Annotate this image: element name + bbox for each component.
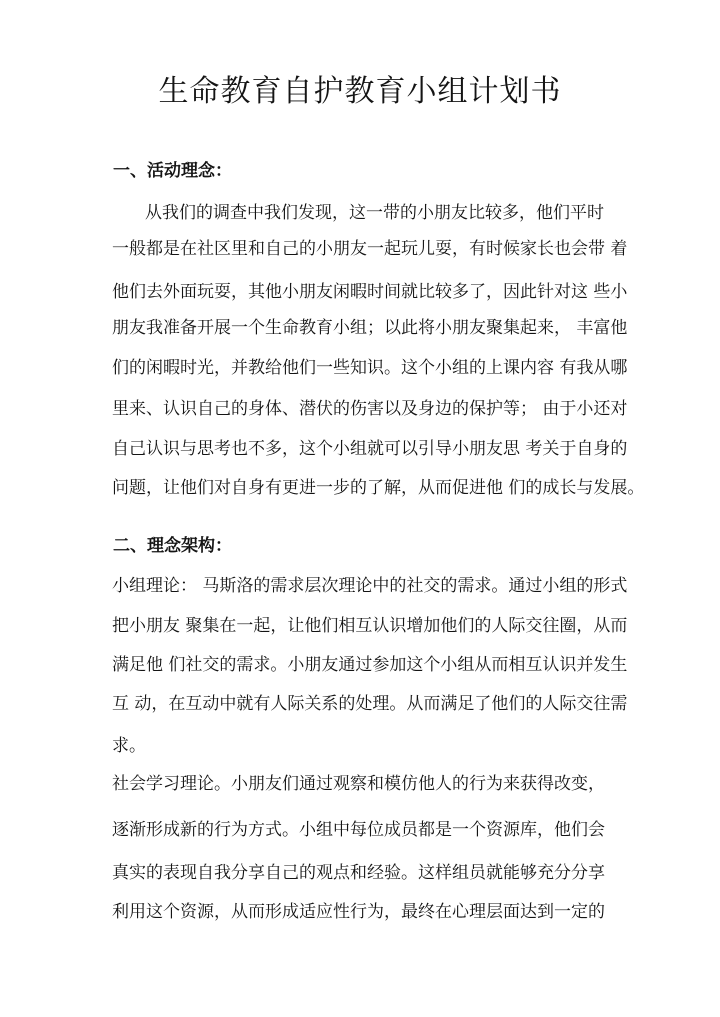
paragraph-line: 小组理论： 马斯洛的需求层次理论中的社交的需求。通过小组的形式	[112, 576, 628, 596]
paragraph-line: 真实的表现自我分享自己的观点和经验。这样组员就能够充分分享	[112, 863, 605, 883]
paragraph-line: 里来、认识自己的身体、潜伏的伤害以及身边的保护等； 由于小还对	[112, 399, 628, 419]
paragraph-line: 互 动，在互动中就有人际关系的处理。从而满足了他们的人际交往需	[112, 694, 628, 714]
paragraph-line: 利用这个资源，从而形成适应性行为，最终在心理层面达到一定的	[112, 902, 605, 922]
section-heading-activity-concept: 一、活动理念：	[113, 161, 232, 181]
paragraph-line: 问题，让他们对自身有更进一步的了解，从而促进他 们的成长与发展。	[112, 478, 645, 498]
paragraph-line: 一般都是在社区里和自己的小朋友一起玩儿耍，有时候家长也会带 着	[112, 239, 628, 259]
paragraph-line: 逐渐形成新的行为方式。小组中每位成员都是一个资源库，他们会	[112, 820, 605, 840]
paragraph-line: 把小朋友 聚集在一起，让他们相互认识增加他们的人际交往圈，从而	[112, 616, 628, 636]
paragraph-line: 满足他 们社交的需求。小朋友通过参加这个小组从而相互认识并发生	[112, 655, 628, 675]
paragraph-line: 从我们的调查中我们发现，这一带的小朋友比较多，他们平时	[145, 203, 604, 223]
document-title: 生命教育自护教育小组计划书	[158, 74, 562, 109]
paragraph-line: 朋友我准备开展一个生命教育小组；以此将小朋友聚集起来， 丰富他	[112, 318, 628, 338]
paragraph-line: 社会学习理论。小朋友们通过观察和模仿他人的行为来获得改变，	[112, 774, 605, 794]
section-heading-concept-framework: 二、理念架构：	[113, 536, 232, 556]
paragraph-line: 自己认识与思考也不多，这个小组就可以引导小朋友思 考关于自身的	[112, 439, 628, 459]
paragraph-line: 求。	[112, 736, 146, 756]
paragraph-line: 们的闲暇时光，并教给他们一些知识。这个小组的上课内容 有我从哪	[112, 358, 628, 378]
paragraph-line: 他们去外面玩耍，其他小朋友闲暇时间就比较多了，因此针对这 些小	[112, 282, 628, 302]
